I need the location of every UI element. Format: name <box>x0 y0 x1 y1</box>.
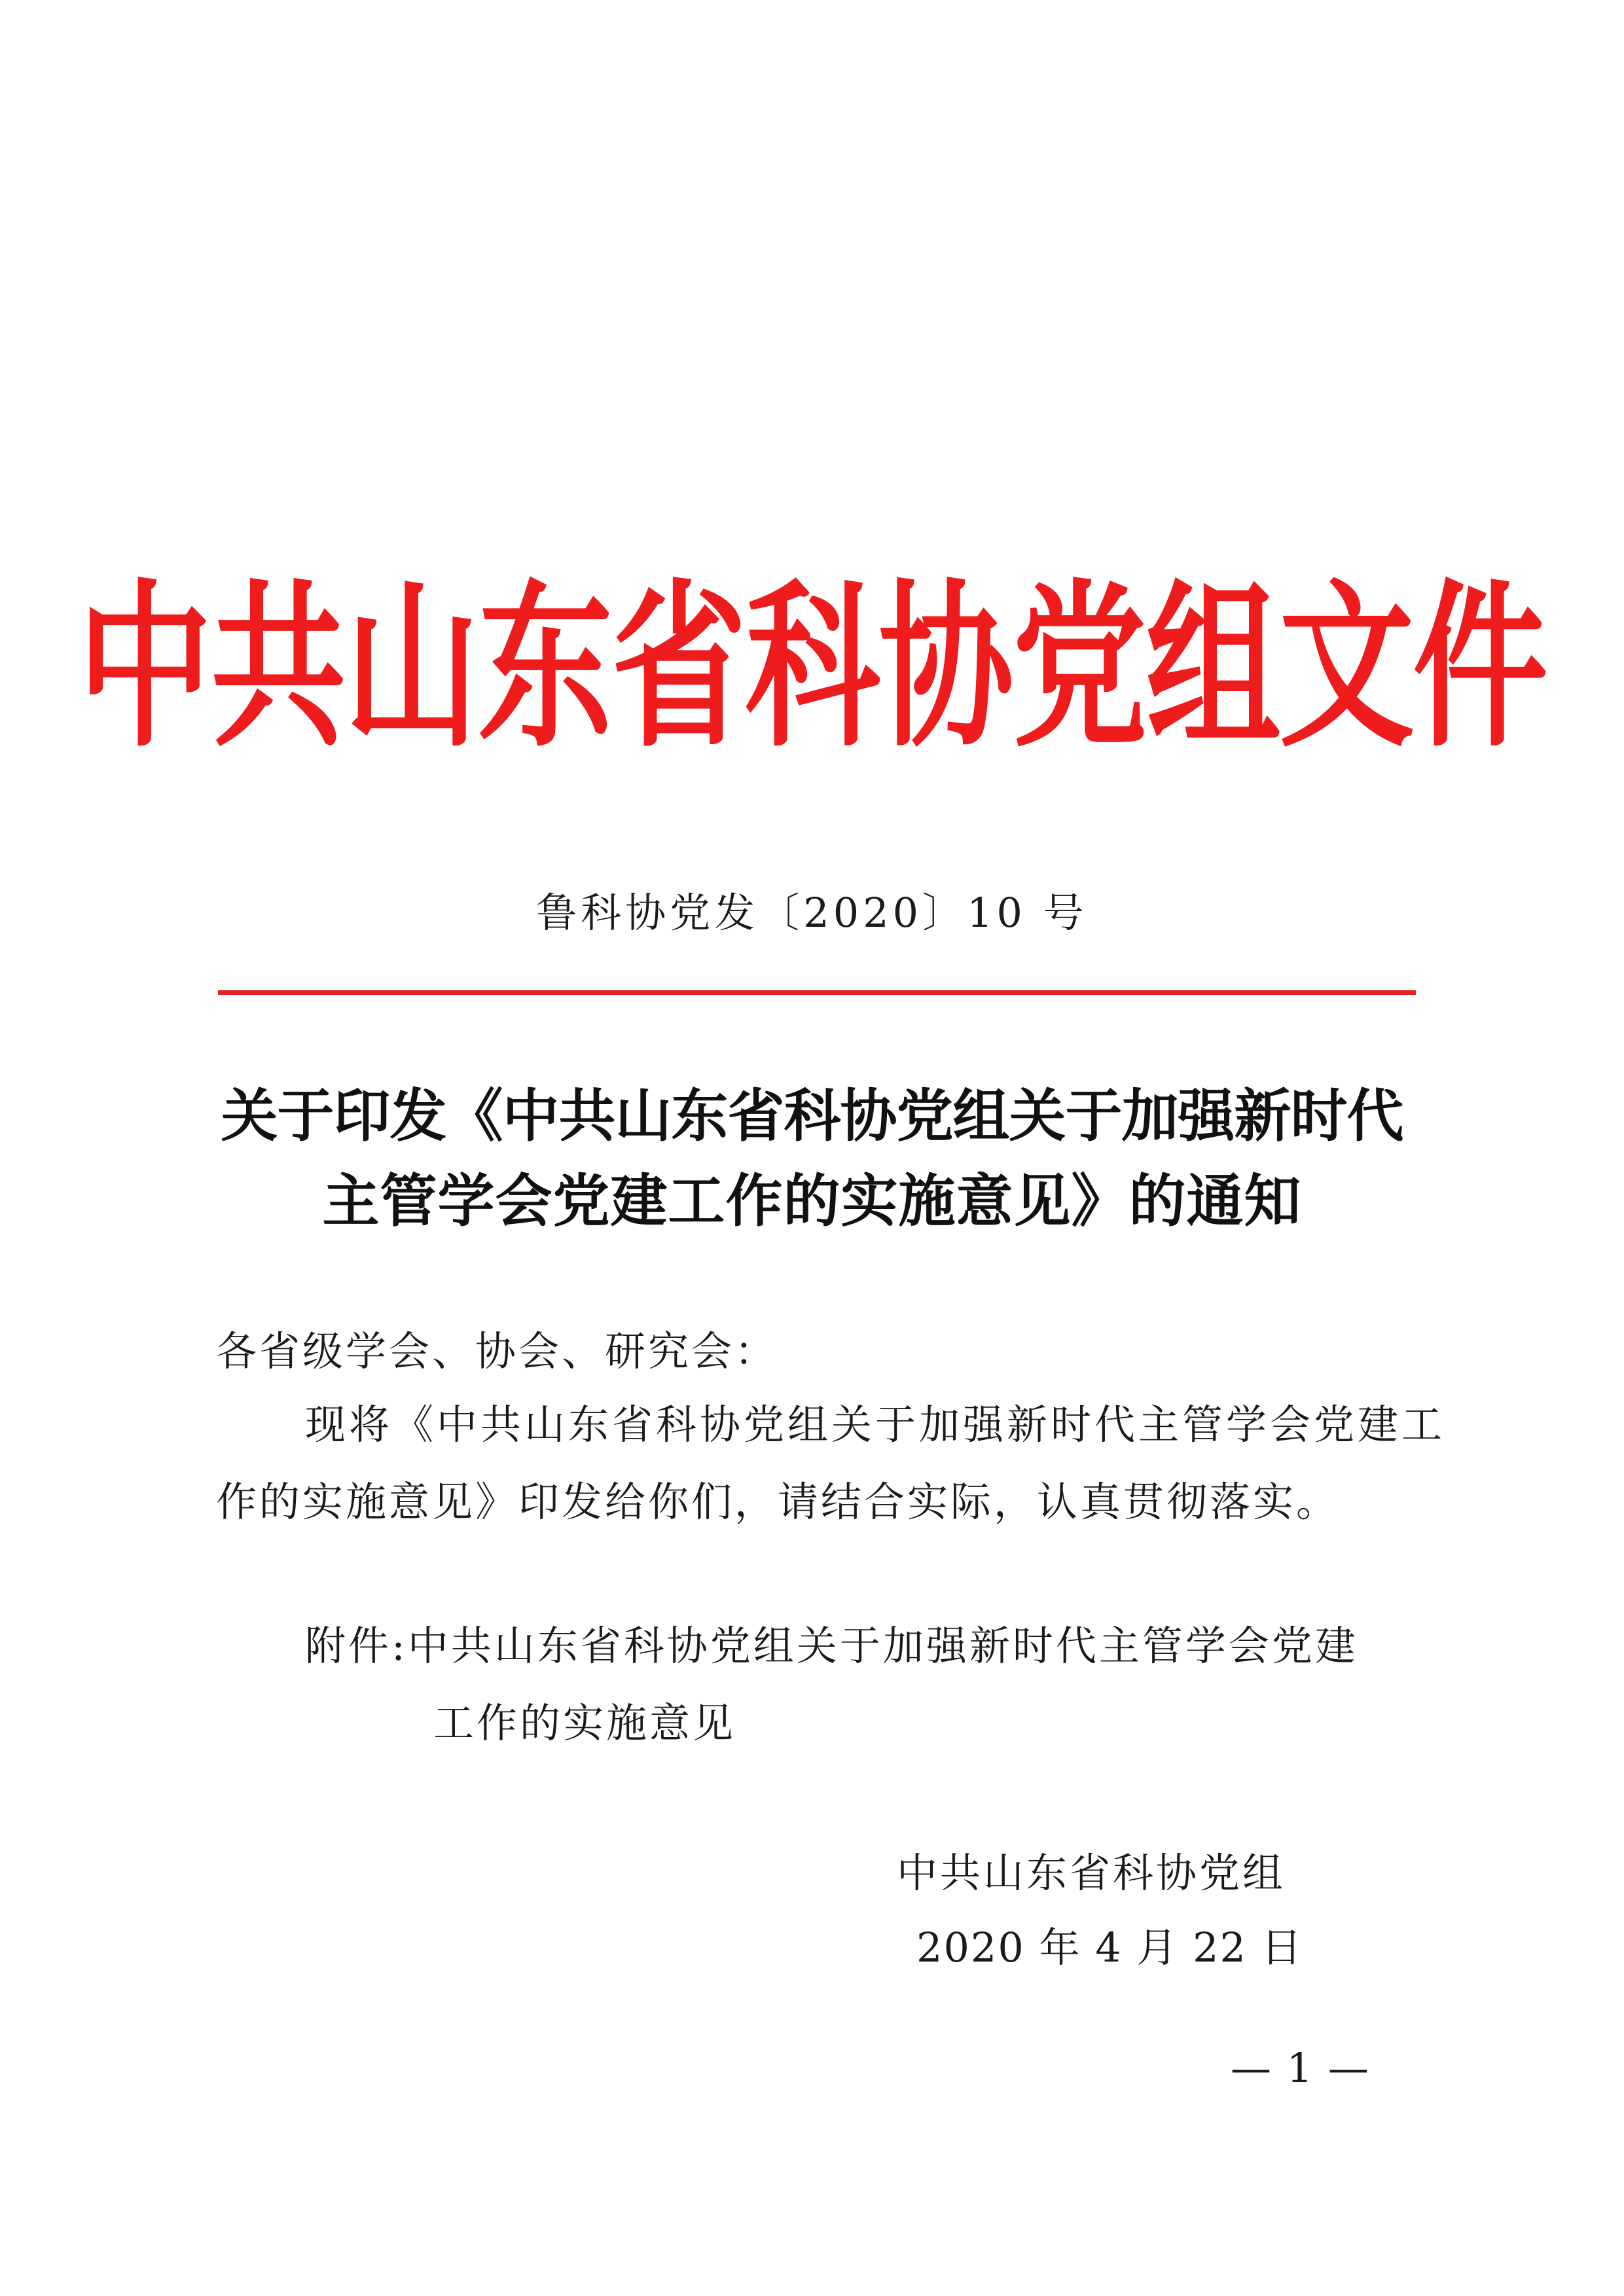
page-number: — 1 — <box>1231 2044 1370 2092</box>
attachment-line-1: 附件:中共山东省科协党组关于加强新时代主管学会党建 <box>305 1622 1358 1670</box>
red-separator-line <box>218 990 1416 995</box>
salutation: 各省级学会、协会、研究会： <box>216 1327 778 1375</box>
document-title-line-1: 关于印发《中共山东省科协党组关于加强新时代 <box>221 1082 1403 1149</box>
signer-organization: 中共山东省科协党组 <box>897 1849 1286 1897</box>
document-number: 鲁科协党发〔2020〕10 号 <box>536 889 1088 937</box>
document-title-line-2: 主管学会党建工作的实施意见》的通知 <box>322 1167 1302 1234</box>
body-paragraph-line-2: 作的实施意见》印发给你们，请结合实际，认真贯彻落实。 <box>216 1478 1340 1526</box>
body-paragraph-line-1: 现将《中共山东省科协党组关于加强新时代主管学会党建工 <box>305 1401 1446 1448</box>
issue-date: 2020 年 4 月 22 日 <box>916 1924 1303 1971</box>
attachment-line-2: 工作的实施意见 <box>433 1699 736 1747</box>
document-masthead: 中共山东省科协党组文件 <box>77 564 1547 772</box>
